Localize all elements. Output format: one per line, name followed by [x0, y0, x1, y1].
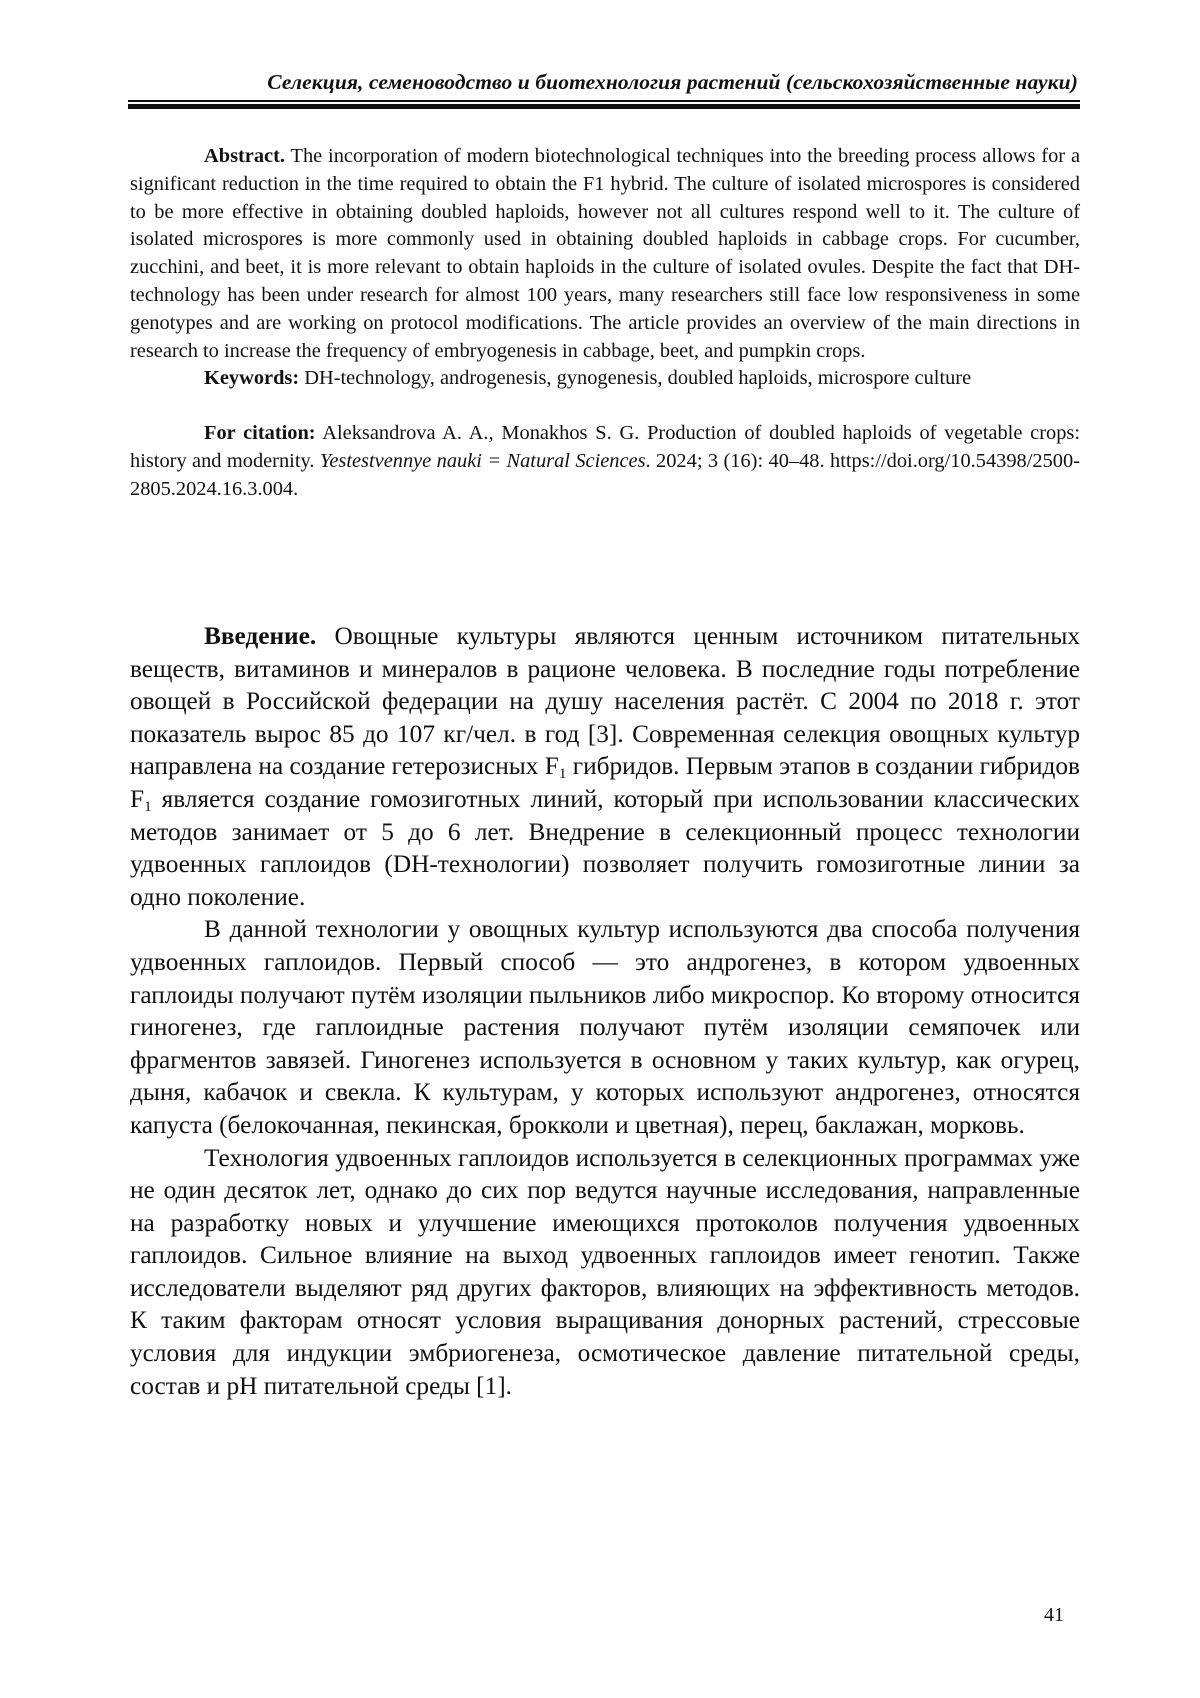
intro-p1-part-a: Овощные культуры являются ценным источником питательных веществ, витаминов и минералов в рационе человека. В последние годы потребление овощей в Российской федерации на душу населения растёт. С 2004 по 2018 г. этот показатель вырос 85 до 107 кг/чел. в год [3]. Современная селекция овощных культур направлена на создание гетерозисных F [130, 622, 1080, 781]
abstract-text: The incorporation of modern biotechnological techniques into the breeding process allows for a significant reduction in the time required to obtain the F1 hybrid. The culture of isolated microspores is considered to be more effective in obtaining doubled haploids, however not all cultures respond well to it. The culture of isolated microspores is more commonly used in obtaining doubled haploids in cabbage crops. For cucumber, zucchini, and beet, it is more relevant to obtain haploids in the culture of isolated ovules. Despite the fact that DH-technology has been under research for almost 100 years, many researchers still face low responsiveness in some genotypes and are working on protocol modifications. The article provides an overview of the main directions in research to increase the frequency of embryogenesis in cabbage, beet, and pumpkin crops. [130, 145, 1080, 362]
citation-label: For citation: [204, 422, 316, 445]
citation-journal: Yestestvennye nauki = Natural Sciences [319, 449, 646, 472]
header-rule-thick [128, 104, 1080, 109]
introduction-section [130, 620, 1080, 1402]
subscript-2: 1 [144, 797, 152, 815]
intro-heading: Введение. [204, 622, 317, 650]
intro-paragraph-2: В данной технологии у овощных культур используются два способа получения удвоенных гаплоидов. Первый способ — это андрогенез, в котором удвоенных гаплоиды получают путём изоляции пыльников либо микроспор. Ко второму относится гиногенез, где гаплоидные растения получают путём изоляции семяпочек или фрагментов завязей. Гиногенез используется в основном у таких культур, как огурец, дыня, кабачок и свекла. К культурам, у которых используют андрогенез, относятся капуста (белокочанная, пекинская, брокколи и цветная), перец, баклажан, морковь. [130, 915, 1080, 1139]
abstract-section [130, 143, 1080, 504]
citation-paragraph [130, 420, 1080, 503]
abstract-paragraph [130, 143, 1080, 365]
header-rule-thin [128, 100, 1080, 102]
abstract-label: Abstract. [204, 145, 285, 167]
intro-paragraph-3: Технология удвоенных гаплоидов используется в селекционных программах уже не один десяток лет, однако до сих пор ведутся научные исследования, направленные на разработку новых и улучшение имеющихся протоколов получения удвоенных гаплоидов. Сильное влияние на выход удвоенных гаплоидов имеет генотип. Также исследователи выделяют ряд других факторов, влияющих на эффективность методов. К таким факторам относят условия выращивания донорных растений, стрессовые условия для индукции эмбриогенеза, осмотическое давление питательной среды, состав и рН питательной среды [1]. [130, 1143, 1080, 1400]
running-header: Селекция, семеноводство и биотехнология растений (сельскохозяйственные науки) [267, 70, 1078, 94]
citation-text: Aleksandrova A. A., Monakhos S. G. Production of doubled haploids of vegetable crops: history and modernity. [130, 422, 1080, 472]
intro-paragraph-1 [130, 620, 1080, 913]
intro-p1-part-b: гибридов. Первым этапов в создании гибридов F [130, 752, 1081, 813]
page-number: 41 [1044, 1604, 1064, 1626]
citation-text-tail: . 2024; 3 (16): 40–48. https://doi.org/10.54398/2500-2805.2024.16.3.004. [130, 449, 1080, 500]
subscript-1: 1 [558, 765, 567, 783]
keywords-label: Keywords: [204, 367, 300, 390]
keywords-text: DH-technology, androgenesis, gynogenesis, doubled haploids, microspore culture [299, 367, 972, 390]
intro-p1-part-c: является создание гомозиготных линий, который при использовании классических методов занимает от 5 до 6 лет. Внедрение в селекционный процесс технологии удвоенных гаплоидов (DH-технологии) позволяет получить гомозиготные линии за одно поколение. [130, 784, 1080, 911]
keywords-paragraph [130, 365, 1080, 393]
